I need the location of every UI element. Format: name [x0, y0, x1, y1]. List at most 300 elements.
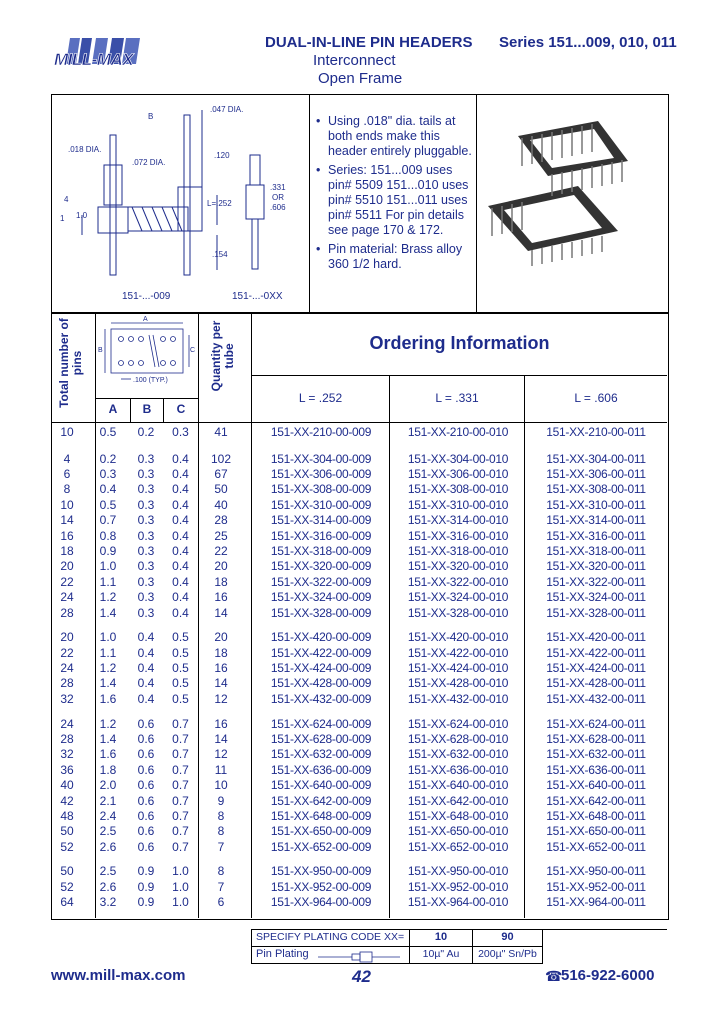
col-l252: L = .252: [298, 391, 343, 405]
cell-b: 0.3: [137, 467, 155, 482]
cell-part-009: 151-XX-624-00-009: [270, 716, 372, 731]
website-link[interactable]: www.mill-max.com: [51, 967, 186, 984]
cell-a: 1.2: [99, 590, 117, 605]
cell-c: 0.4: [172, 544, 189, 559]
cell-a: 1.0: [99, 559, 117, 574]
dim-606: .606: [270, 203, 286, 212]
dim-or: OR: [272, 193, 284, 202]
col-quantity: Quantity per tube: [209, 320, 236, 392]
cell-c: 0.7: [172, 778, 189, 793]
cell-part-010: 151-XX-636-00-010: [407, 762, 509, 777]
table-row: [52, 575, 669, 590]
phone-icon: ☎: [545, 968, 563, 984]
cell-part-010: 151-XX-328-00-010: [407, 605, 509, 620]
cell-a: 1.4: [99, 731, 117, 746]
cell-pins: 32: [60, 691, 74, 706]
cell-pins: 64: [60, 895, 74, 910]
cell-b: 0.9: [137, 879, 155, 894]
cell-part-009: 151-XX-424-00-009: [270, 661, 372, 676]
cell-b: 0.9: [137, 895, 155, 910]
cell-part-009: 151-XX-324-00-009: [270, 590, 372, 605]
table-row: [52, 824, 669, 839]
cell-c: 0.4: [172, 513, 189, 528]
cell-part-011: 151-XX-636-00-011: [546, 762, 646, 777]
cell-pins: 40: [60, 778, 74, 793]
cell-pins: 22: [60, 645, 74, 660]
cell-pins: 6: [63, 467, 71, 482]
cell-part-010: 151-XX-624-00-010: [407, 716, 509, 731]
feature-item: • Pin material: Brass alloy 360 1/2 hard.: [316, 242, 463, 271]
dim-10: 1.0: [76, 211, 88, 220]
specify-plating-label: SPECIFY PLATING CODE XX=: [256, 931, 405, 943]
table-row: [52, 513, 669, 528]
table-row: [52, 763, 669, 778]
cell-part-009: 151-XX-304-00-009: [270, 451, 372, 466]
cell-a: 1.1: [99, 645, 117, 660]
plating-value-au: 10µ" Au: [422, 948, 460, 960]
cell-c: 0.7: [172, 762, 189, 777]
cell-c: 0.7: [172, 716, 189, 731]
cell-part-011: 151-XX-328-00-011: [546, 605, 646, 620]
cell-b: 0.3: [137, 528, 155, 543]
cell-qty: 22: [214, 544, 228, 559]
table-row: [52, 661, 669, 676]
table-row: [52, 606, 669, 621]
cell-part-010: 151-XX-642-00-010: [407, 793, 509, 808]
cell-pins: 16: [60, 528, 74, 543]
dim-331: .331: [270, 183, 286, 192]
cell-pins: 52: [60, 879, 74, 894]
cell-part-009: 151-XX-432-00-009: [270, 691, 372, 706]
label-0xx: 151-...-0XX: [232, 291, 283, 302]
cell-qty: 41: [214, 425, 228, 439]
cell-part-009: 151-XX-314-00-009: [270, 513, 372, 528]
table-row: [52, 498, 669, 513]
cell-qty: 11: [214, 762, 228, 777]
cell-pins: 28: [60, 605, 74, 620]
cell-c: 0.5: [172, 630, 189, 645]
cell-part-009: 151-XX-632-00-009: [270, 747, 372, 762]
cell-part-011: 151-XX-950-00-011: [546, 864, 646, 879]
cell-qty: 8: [217, 808, 225, 823]
cell-b: 0.3: [137, 574, 155, 589]
cell-a: 2.0: [99, 778, 117, 793]
cell-c: 0.4: [172, 451, 189, 466]
cell-part-010: 151-XX-422-00-010: [407, 645, 509, 660]
cell-part-010: 151-XX-632-00-010: [407, 747, 509, 762]
cell-qty: 9: [217, 793, 225, 808]
cell-pins: 18: [60, 544, 74, 559]
cell-b: 0.3: [137, 544, 155, 559]
cell-qty: 18: [214, 645, 228, 660]
pin-plating-icon: [318, 950, 400, 968]
cell-a: 0.5: [99, 425, 117, 439]
cell-c: 1.0: [172, 895, 189, 910]
cell-part-011: 151-XX-320-00-011: [546, 559, 646, 574]
cell-part-010: 151-XX-648-00-010: [407, 808, 509, 823]
cell-a: 1.2: [99, 661, 117, 676]
cell-a: 2.6: [99, 839, 117, 854]
cell-b: 0.6: [137, 716, 155, 731]
ordering-title: Ordering Information: [369, 333, 550, 353]
cell-pins: 20: [60, 630, 74, 645]
cell-part-009: 151-XX-422-00-009: [270, 645, 372, 660]
cell-part-009: 151-XX-650-00-009: [270, 824, 372, 839]
dim-b: B: [148, 112, 154, 121]
cell-qty: 16: [214, 716, 228, 731]
cell-part-009: 151-XX-628-00-009: [270, 731, 372, 746]
cell-b: 0.2: [137, 425, 155, 439]
page-subtitle-1: Interconnect: [313, 52, 396, 69]
table-row: [52, 778, 669, 793]
cell-part-011: 151-XX-308-00-011: [546, 482, 646, 497]
cell-part-011: 151-XX-424-00-011: [546, 661, 646, 676]
cell-qty: 28: [214, 513, 228, 528]
plating-code-10: 10: [434, 931, 448, 943]
cell-part-009: 151-XX-428-00-009: [270, 676, 372, 691]
cell-qty: 7: [217, 879, 225, 894]
socket-diagram: [97, 315, 197, 397]
table-row: [52, 864, 669, 879]
cell-a: 2.5: [99, 824, 117, 839]
cell-part-011: 151-XX-652-00-011: [546, 839, 646, 854]
cell-qty: 14: [214, 731, 228, 746]
col-l606: L = .606: [574, 391, 618, 405]
cell-part-010: 151-XX-964-00-010: [407, 895, 509, 910]
cell-pins: 8: [63, 482, 71, 497]
cell-a: 1.6: [99, 691, 117, 706]
cell-b: 0.3: [137, 497, 155, 512]
cell-c: 0.5: [172, 676, 189, 691]
dim-018: .018 DIA.: [68, 145, 102, 154]
plating-code-90: 90: [501, 931, 514, 943]
cell-part-011: 151-XX-642-00-011: [546, 793, 646, 808]
cell-pins: 50: [60, 824, 74, 839]
cell-a: 2.4: [99, 808, 117, 823]
table-row: [52, 630, 669, 645]
cell-pins: 24: [60, 716, 74, 731]
diag-a: A: [143, 316, 148, 323]
cell-part-010: 151-XX-952-00-010: [407, 879, 509, 894]
cell-c: 0.7: [172, 824, 189, 839]
cell-b: 0.6: [137, 762, 155, 777]
cell-b: 0.6: [137, 731, 155, 746]
table-row: [52, 692, 669, 707]
cell-pins: 4: [63, 451, 71, 466]
cell-part-010: 151-XX-318-00-010: [407, 544, 509, 559]
cell-part-011: 151-XX-648-00-011: [546, 808, 646, 823]
cell-pins: 10: [60, 497, 74, 512]
cell-part-010: 151-XX-428-00-010: [407, 676, 509, 691]
cell-part-010: 151-XX-210-00-010: [407, 425, 509, 439]
cell-c: 0.4: [172, 590, 189, 605]
cell-pins: 42: [60, 793, 74, 808]
cell-qty: 16: [214, 661, 228, 676]
cell-b: 0.6: [137, 793, 155, 808]
cell-part-010: 151-XX-314-00-010: [407, 513, 509, 528]
cell-part-011: 151-XX-324-00-011: [546, 590, 646, 605]
dim-1: 1: [60, 214, 65, 223]
table-row: [52, 747, 669, 762]
cell-a: 1.1: [99, 574, 117, 589]
cell-part-010: 151-XX-308-00-010: [407, 482, 509, 497]
col-c-header: C: [176, 402, 186, 416]
cell-part-010: 151-XX-628-00-010: [407, 731, 509, 746]
cell-qty: 12: [214, 691, 228, 706]
cell-qty: 8: [217, 824, 225, 839]
cell-part-009: 151-XX-320-00-009: [270, 559, 372, 574]
table-row: [52, 840, 669, 855]
cell-part-011: 151-XX-304-00-011: [546, 451, 646, 466]
dip-header-photo-icon: [478, 116, 666, 276]
dim-047: .047 DIA.: [210, 105, 244, 114]
cell-c: 1.0: [172, 879, 189, 894]
cell-part-010: 151-XX-432-00-010: [407, 691, 509, 706]
diag-c: C: [190, 347, 196, 354]
cell-b: 0.9: [137, 864, 155, 879]
cell-qty: 10: [214, 778, 228, 793]
logo-text: MILL-MAX: [54, 50, 134, 69]
cell-b: 0.6: [137, 839, 155, 854]
cell-a: 1.2: [99, 716, 117, 731]
col-total-pins: Total number of pins: [57, 318, 84, 408]
socket-diagram-icon: [97, 315, 197, 397]
cell-part-010: 151-XX-306-00-010: [407, 467, 509, 482]
cell-qty: 25: [214, 528, 228, 543]
col-b-header: B: [142, 402, 152, 416]
col-a-header: A: [108, 402, 118, 416]
cell-pins: 36: [60, 762, 74, 777]
table-row: [52, 809, 669, 824]
col-l331: L = .331: [435, 391, 479, 405]
cell-c: 0.5: [172, 691, 189, 706]
cell-c: 0.4: [172, 497, 189, 512]
cell-c: 0.4: [172, 559, 189, 574]
cell-b: 0.6: [137, 778, 155, 793]
cell-part-011: 151-XX-316-00-011: [546, 528, 646, 543]
cell-part-009: 151-XX-322-00-009: [270, 574, 372, 589]
cell-pins: 20: [60, 559, 74, 574]
cell-part-011: 151-XX-952-00-011: [546, 879, 646, 894]
cell-qty: 12: [214, 747, 228, 762]
dim-072: .072 DIA.: [132, 158, 166, 167]
cell-a: 1.4: [99, 676, 117, 691]
cell-part-009: 151-XX-318-00-009: [270, 544, 372, 559]
pin-plating-label: Pin Plating: [256, 948, 309, 960]
dim-154: .154: [212, 250, 228, 259]
cell-a: 0.8: [99, 528, 117, 543]
cell-qty: 14: [214, 676, 228, 691]
cell-qty: 20: [214, 559, 228, 574]
cell-part-011: 151-XX-628-00-011: [546, 731, 646, 746]
cell-b: 0.4: [137, 645, 155, 660]
cell-part-011: 151-XX-624-00-011: [546, 716, 646, 731]
cell-qty: 6: [217, 895, 225, 910]
cell-part-009: 151-XX-952-00-009: [270, 879, 372, 894]
cell-part-010: 151-XX-320-00-010: [407, 559, 509, 574]
cell-part-009: 151-XX-964-00-009: [270, 895, 372, 910]
cell-part-009: 151-XX-306-00-009: [270, 467, 372, 482]
cell-part-011: 151-XX-322-00-011: [546, 574, 646, 589]
cell-qty: 18: [214, 574, 228, 589]
table-row: [52, 590, 669, 605]
cell-part-011: 151-XX-210-00-011: [546, 425, 646, 439]
cell-c: 0.3: [172, 425, 189, 439]
cell-b: 0.6: [137, 808, 155, 823]
cell-part-010: 151-XX-424-00-010: [407, 661, 509, 676]
table-row: [52, 452, 669, 467]
cell-part-011: 151-XX-964-00-011: [546, 895, 646, 910]
cell-pins: 28: [60, 676, 74, 691]
cell-b: 0.4: [137, 676, 155, 691]
cell-part-011: 151-XX-306-00-011: [546, 467, 646, 482]
cell-pins: 10: [60, 425, 74, 439]
cell-part-009: 151-XX-950-00-009: [270, 864, 372, 879]
cell-part-009: 151-XX-642-00-009: [270, 793, 372, 808]
cell-a: 1.6: [99, 747, 117, 762]
cell-b: 0.3: [137, 559, 155, 574]
cell-a: 2.6: [99, 879, 117, 894]
cell-part-010: 151-XX-650-00-010: [407, 824, 509, 839]
cell-a: 1.4: [99, 605, 117, 620]
cell-b: 0.3: [137, 513, 155, 528]
cell-pins: 22: [60, 574, 74, 589]
cell-a: 0.3: [99, 467, 117, 482]
cell-b: 0.3: [137, 482, 155, 497]
cell-part-009: 151-XX-636-00-009: [270, 762, 372, 777]
table-row: [52, 425, 669, 440]
dim-l252: L=.252: [207, 199, 232, 208]
cell-a: 2.5: [99, 864, 117, 879]
cell-part-011: 151-XX-422-00-011: [546, 645, 646, 660]
cell-part-010: 151-XX-950-00-010: [407, 864, 509, 879]
cell-part-009: 151-XX-420-00-009: [270, 630, 372, 645]
cell-part-010: 151-XX-324-00-010: [407, 590, 509, 605]
cell-part-009: 151-XX-310-00-009: [270, 497, 372, 512]
table-row: [52, 895, 669, 910]
cell-b: 0.6: [137, 747, 155, 762]
cell-c: 0.5: [172, 645, 189, 660]
cell-part-011: 151-XX-314-00-011: [546, 513, 646, 528]
cell-a: 0.4: [99, 482, 117, 497]
table-row: [52, 482, 669, 497]
cell-a: 0.2: [99, 451, 117, 466]
diag-pitch: .100 (TYP.): [133, 377, 168, 384]
cell-c: 0.7: [172, 808, 189, 823]
cell-c: 0.4: [172, 574, 189, 589]
table-row: [52, 559, 669, 574]
page-subtitle-2: Open Frame: [318, 70, 403, 87]
page-title: DUAL-IN-LINE PIN HEADERS: [265, 34, 473, 51]
table-row: [52, 646, 669, 661]
cell-part-011: 151-XX-640-00-011: [546, 778, 646, 793]
mill-max-logo: [54, 36, 155, 69]
page-number: 42: [352, 967, 371, 986]
cell-part-010: 151-XX-322-00-010: [407, 574, 509, 589]
cell-qty: 50: [214, 482, 228, 497]
cell-c: 0.7: [172, 731, 189, 746]
cell-part-010: 151-XX-640-00-010: [407, 778, 509, 793]
table-row: [52, 732, 669, 747]
cell-b: 0.6: [137, 824, 155, 839]
cell-pins: 48: [60, 808, 74, 823]
cell-a: 1.0: [99, 630, 117, 645]
cell-pins: 14: [60, 513, 74, 528]
cell-part-009: 151-XX-328-00-009: [270, 605, 372, 620]
cell-part-011: 151-XX-420-00-011: [546, 630, 646, 645]
diag-b: B: [98, 347, 103, 354]
phone-number: 516-922-6000: [561, 967, 655, 984]
cell-qty: 16: [214, 590, 228, 605]
table-row: [52, 794, 669, 809]
cell-b: 0.4: [137, 661, 155, 676]
plating-value-snpb: 200µ" Sn/Pb: [478, 948, 537, 960]
cell-c: 0.4: [172, 528, 189, 543]
cell-a: 2.1: [99, 793, 117, 808]
cell-part-009: 151-XX-652-00-009: [270, 839, 372, 854]
cell-a: 3.2: [99, 895, 117, 910]
cell-part-010: 151-XX-316-00-010: [407, 528, 509, 543]
cell-a: 0.5: [99, 497, 117, 512]
cell-qty: 40: [214, 497, 228, 512]
cell-a: 0.9: [99, 544, 117, 559]
cell-part-009: 151-XX-210-00-009: [270, 425, 372, 439]
cell-part-010: 151-XX-310-00-010: [407, 497, 509, 512]
cell-part-010: 151-XX-304-00-010: [407, 451, 509, 466]
cell-c: 0.4: [172, 605, 189, 620]
table-row: [52, 880, 669, 895]
table-row: [52, 467, 669, 482]
dim-120: .120: [214, 151, 230, 160]
cell-part-009: 151-XX-316-00-009: [270, 528, 372, 543]
cell-qty: 67: [214, 467, 228, 482]
cell-b: 0.4: [137, 691, 155, 706]
cell-qty: 7: [217, 839, 225, 854]
product-photo: [478, 96, 666, 311]
cell-part-011: 151-XX-432-00-011: [546, 691, 646, 706]
table-row: [52, 529, 669, 544]
cell-part-010: 151-XX-652-00-010: [407, 839, 509, 854]
cell-c: 0.4: [172, 482, 189, 497]
dim-4: 4: [64, 195, 69, 204]
cell-qty: 14: [214, 605, 228, 620]
cell-part-011: 151-XX-310-00-011: [546, 497, 646, 512]
cell-c: 0.4: [172, 467, 189, 482]
cell-pins: 32: [60, 747, 74, 762]
cell-c: 0.7: [172, 747, 189, 762]
series-label: Series 151...009, 010, 011: [499, 34, 677, 51]
cell-c: 0.7: [172, 793, 189, 808]
cell-part-010: 151-XX-420-00-010: [407, 630, 509, 645]
cell-c: 0.7: [172, 839, 189, 854]
table-row: [52, 676, 669, 691]
cell-b: 0.3: [137, 605, 155, 620]
feature-item: • Using .018" dia. tails at both ends make this header entirely pluggable.: [316, 114, 472, 158]
cell-b: 0.3: [137, 590, 155, 605]
cell-c: 0.5: [172, 661, 189, 676]
pin-drawing: [52, 95, 308, 311]
cell-qty: 102: [210, 451, 232, 466]
cell-part-011: 151-XX-318-00-011: [546, 544, 646, 559]
cell-part-011: 151-XX-428-00-011: [546, 676, 646, 691]
cell-qty: 8: [217, 864, 225, 879]
label-009: 151-...-009: [122, 291, 171, 302]
cell-part-011: 151-XX-632-00-011: [546, 747, 646, 762]
cell-part-009: 151-XX-308-00-009: [270, 482, 372, 497]
cell-a: 1.8: [99, 762, 117, 777]
cell-b: 0.3: [137, 451, 155, 466]
cell-qty: 20: [214, 630, 228, 645]
